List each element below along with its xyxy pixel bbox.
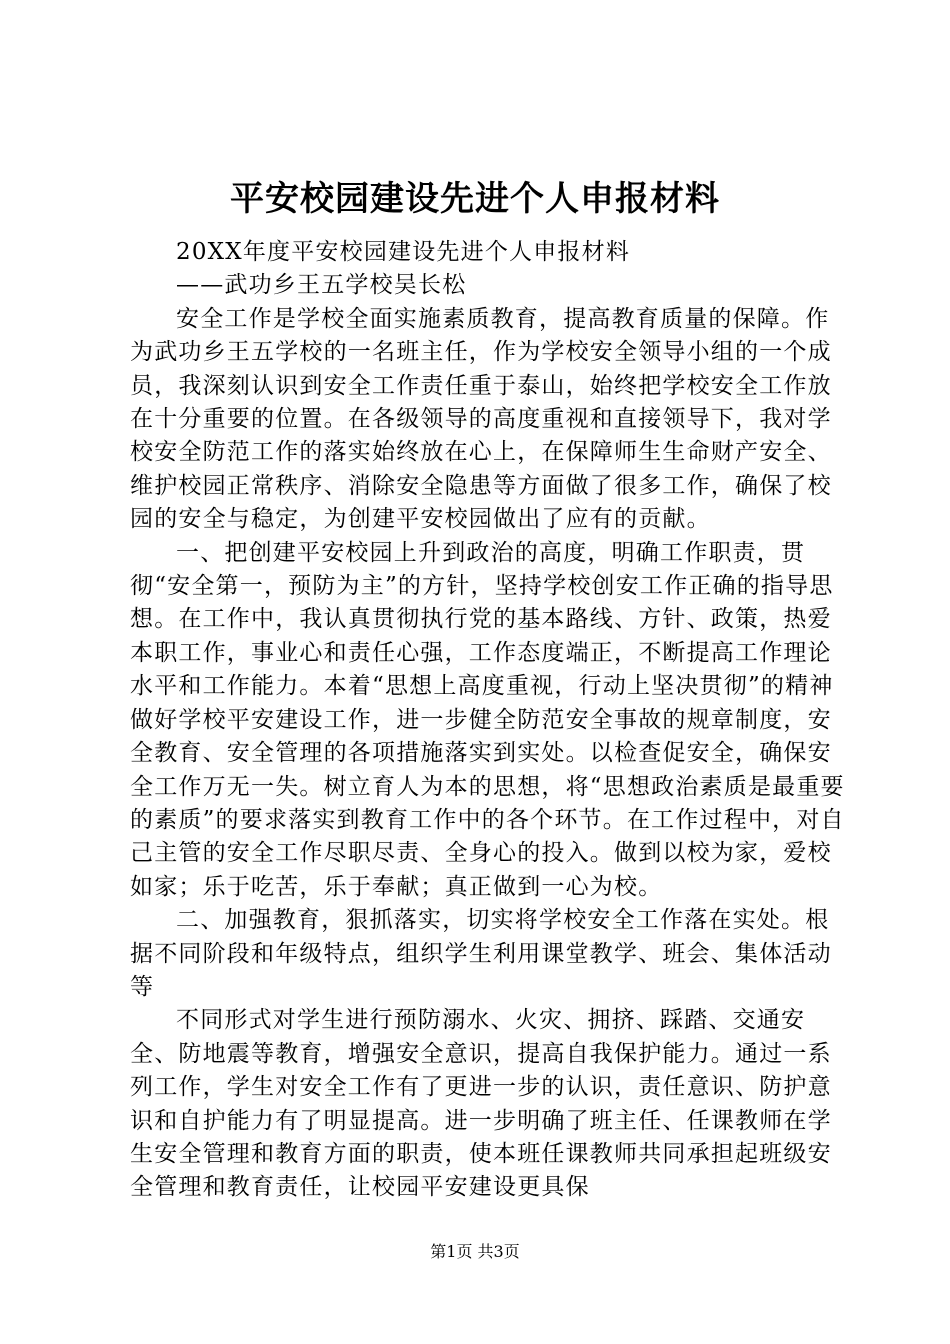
paragraph-section-two: 二、加强教育，狠抓落实，切实将学校安全工作落在实处。根据不同阶段和年级特点，组织学生利用课堂教学、班会、集体活动等 [130, 907, 832, 1000]
page-number-footer: 第1页 共3页 [430, 1242, 520, 1261]
paragraph-subtitle: 20XX年度平安校园建设先进个人申报材料 [176, 239, 631, 265]
paragraph-author: ——武功乡王五学校吴长松 [176, 272, 467, 299]
document-title: 平安校园建设先进个人申报材料 [230, 179, 720, 219]
paragraph-section-one: 一、把创建平安校园上升到政治的高度，明确工作职责，贯彻“安全第一，预防为主”的方针，坚持学校创安工作正确的指导思想。在工作中，我认真贯彻执行党的基本路线、方针、政策，热爱本职工作，事业心和责任心强，工作态度端正，不断提高工作理论水平和工作能力。本着“思想上高度重视，行动上坚决贯彻”的精神做好学校平安建设工作，进一步健全防范安全事故的规章制度，安全教育、安全管理的各项措施落实到实处。以检查促安全，确保安全工作万无一失。树立育人为本的思想，将“思想政治素质是最重要的素质”的要求落实到教育工作中的各个环节。在工作过程中，对自己主管的安全工作尽职尽责、全身心的投入。做到以校为家，爱校如家；乐于吃苦，乐于奉献；真正做到一心为校。 [130, 539, 845, 900]
paragraph-intro: 安全工作是学校全面实施素质教育，提高教育质量的保障。作为武功乡王五学校的一名班主任，作为学校安全领导小组的一个成员，我深刻认识到安全工作责任重于泰山，始终把学校安全工作放在十分重要的位置。在各级领导的高度重视和直接领导下，我对学校安全防范工作的落实始终放在心上，在保障师生生命财产安全、维护校园正常秩序、消除安全隐患等方面做了很多工作，确保了校园的安全与稳定，为创建平安校园做出了应有的贡献。 [130, 305, 832, 533]
paragraph-continuation: 不同形式对学生进行预防溺水、火灾、拥挤、踩踏、交通安全、防地震等教育，增强安全意识，提高自我保护能力。通过一系列工作，学生对安全工作有了更进一步的认识，责任意识、防护意识和自护能力有了明显提高。进一步明确了班主任、任课教师在学生安全管理和教育方面的职责，使本班任课教师共同承担起班级安全管理和教育责任，让校园平安建设更具保 [130, 1007, 832, 1201]
document-body [130, 236, 850, 1205]
